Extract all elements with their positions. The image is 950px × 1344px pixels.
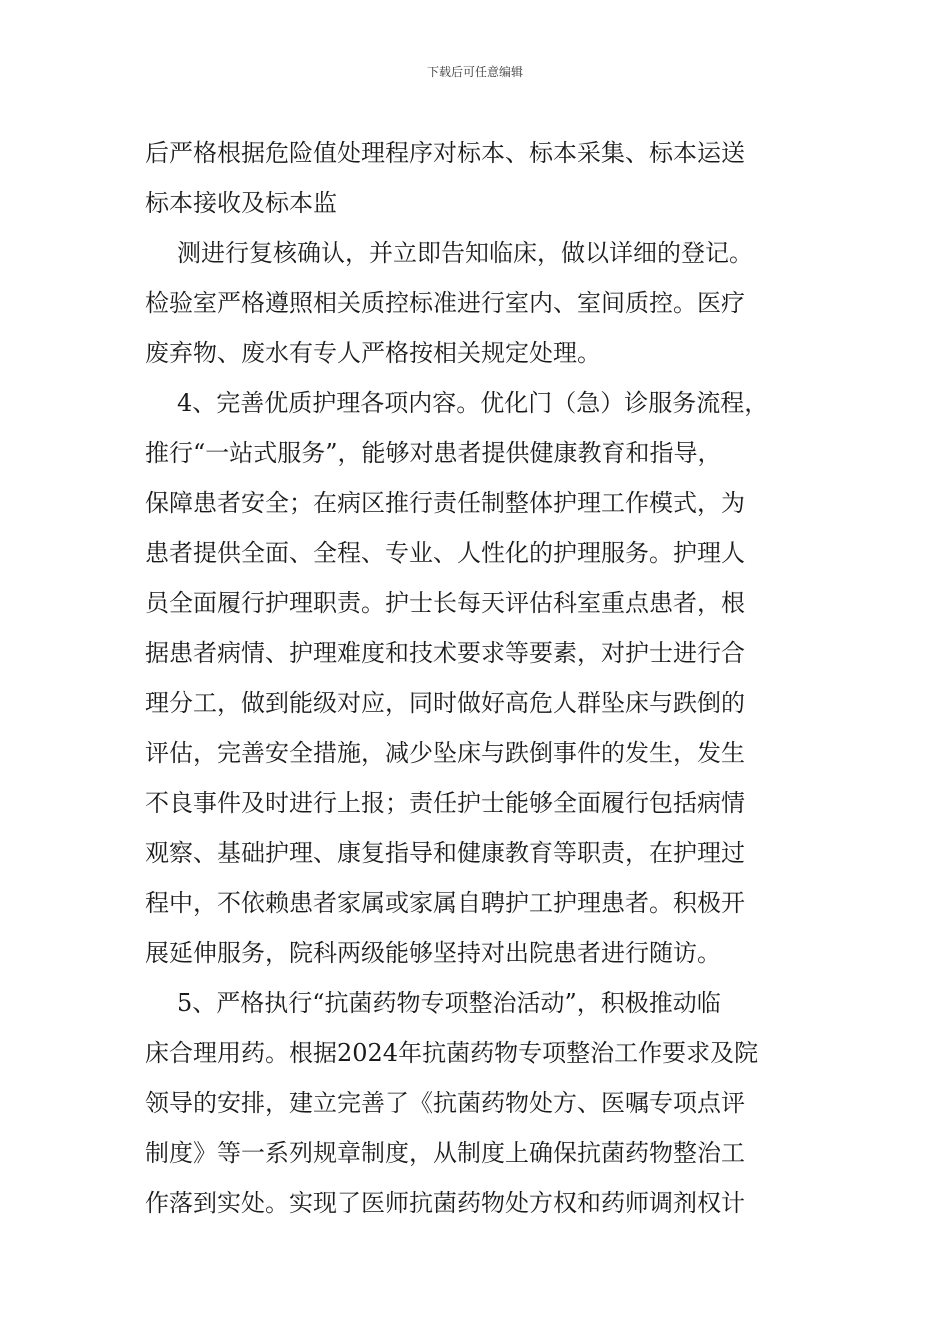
text-line: 后严格根据危险值处理程序对标本、标本采集、标本运送 [145, 139, 745, 167]
text-line: 制度》等一系列规章制度，从制度上确保抗菌药物整治工 [145, 1139, 745, 1167]
text-line: 理分工，做到能级对应，同时做好高危人群坠床与跌倒的 [145, 689, 745, 717]
text-line: 废弃物、废水有专人严格按相关规定处理。 [145, 339, 601, 367]
text-line: 5、严格执行“抗菌药物专项整治活动”，积极推动临 [177, 989, 721, 1017]
text-line: 观察、基础护理、康复指导和健康教育等职责，在护理过 [145, 839, 745, 867]
text-line: 展延伸服务，院科两级能够坚持对出院患者进行随访。 [145, 939, 721, 967]
text-line: 推行“一站式服务”，能够对患者提供健康教育和指导， [145, 439, 722, 467]
text-line: 领导的安排，建立完善了《抗菌药物处方、医嘱专项点评 [145, 1089, 745, 1117]
text-line: 不良事件及时进行上报；责任护士能够全面履行包括病情 [145, 789, 745, 817]
document-body [145, 128, 835, 1228]
text-line: 员全面履行护理职责。护士长每天评估科室重点患者，根 [145, 589, 745, 617]
text-line: 患者提供全面、全程、专业、人性化的护理服务。护理人 [145, 539, 745, 567]
text-line: 4、完善优质护理各项内容。优化门（急）诊服务流程， [177, 389, 769, 417]
text-line: 标本接收及标本监 [145, 189, 337, 217]
text-line: 检验室严格遵照相关质控标准进行室内、室间质控。医疗 [145, 289, 745, 317]
text-line: 保障患者安全；在病区推行责任制整体护理工作模式，为 [145, 489, 745, 517]
text-line: 测进行复核确认，并立即告知临床，做以详细的登记。 [177, 239, 753, 267]
text-line: 床合理用药。根据2024年抗菌药物专项整治工作要求及院 [145, 1039, 759, 1067]
page-header: 下载后可任意编辑 [426, 65, 523, 79]
text-line: 程中，不依赖患者家属或家属自聘护工护理患者。积极开 [145, 889, 745, 917]
text-line: 作落到实处。实现了医师抗菌药物处方权和药师调剂权计 [145, 1189, 745, 1217]
text-line: 评估，完善安全措施，减少坠床与跌倒事件的发生，发生 [145, 739, 745, 767]
text-line: 据患者病情、护理难度和技术要求等要素，对护士进行合 [145, 639, 745, 667]
